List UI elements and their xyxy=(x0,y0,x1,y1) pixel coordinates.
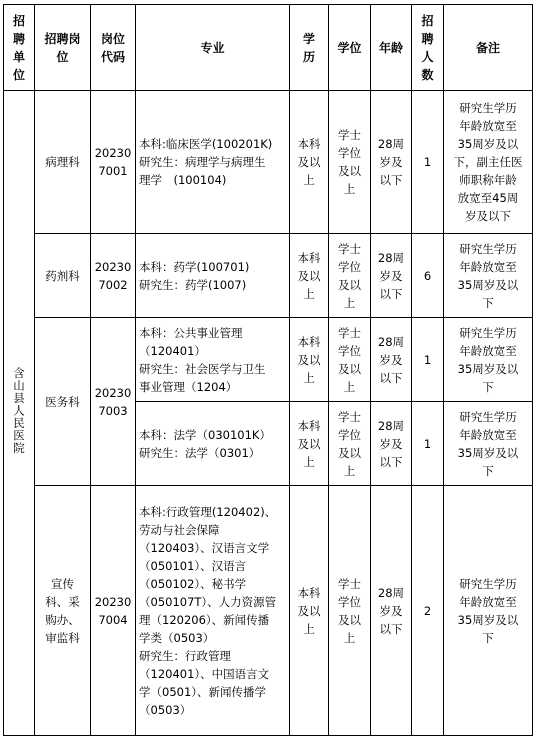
table-row xyxy=(4,486,533,736)
remark-cell: 研究生学历 年龄放宽至 35周岁及以 下 xyxy=(444,486,533,736)
unit-name: 含山县人民医院 xyxy=(12,366,26,455)
education-cell: 本科 及以 上 xyxy=(290,402,329,486)
post-cell: 病理科 xyxy=(35,91,91,234)
remark-cell: 研究生学历 年龄放宽至 35周岁及以 下 xyxy=(444,234,533,318)
table-row xyxy=(4,234,533,318)
age-cell: 28周 岁及 以下 xyxy=(371,318,412,402)
age-cell: 28周 岁及 以下 xyxy=(371,91,412,234)
header-post: 招聘岗 位 xyxy=(35,5,91,91)
recruitment-table-wrapper xyxy=(3,4,532,736)
code-cell: 20230 7004 xyxy=(91,486,136,736)
remark-cell: 研究生学历 年龄放宽至 35周岁及以 下 xyxy=(444,402,533,486)
post-cell: 医务科 xyxy=(35,318,91,486)
header-count: 招 聘 人 数 xyxy=(412,5,444,91)
header-row xyxy=(4,5,533,91)
degree-cell: 学士 学位 及以 上 xyxy=(329,234,371,318)
major-cell: 本科：公共事业管理 （120401） 研究生：社会医学与卫生 事业管理（1204） xyxy=(136,318,290,402)
header-major: 专业 xyxy=(136,5,290,91)
count-cell: 1 xyxy=(412,402,444,486)
remark-cell: 研究生学历 年龄放宽至 35周岁及以 下，副主任医 师职称年龄 放宽至45周 岁及以下 xyxy=(444,91,533,234)
recruitment-table xyxy=(3,4,533,736)
header-remark: 备注 xyxy=(444,5,533,91)
major-cell: 本科：药学(100701) 研究生：药学(1007) xyxy=(136,234,290,318)
post-cell: 药剂科 xyxy=(35,234,91,318)
degree-cell: 学士 学位 及以 上 xyxy=(329,402,371,486)
table-row xyxy=(4,318,533,402)
header-education: 学 历 xyxy=(290,5,329,91)
header-code: 岗位 代码 xyxy=(91,5,136,91)
code-cell: 20230 7002 xyxy=(91,234,136,318)
header-degree: 学位 xyxy=(329,5,371,91)
degree-cell: 学士 学位 及以 上 xyxy=(329,91,371,234)
code-cell: 20230 7001 xyxy=(91,91,136,234)
header-unit: 招 聘 单 位 xyxy=(4,5,35,91)
education-cell: 本科 及以 上 xyxy=(290,91,329,234)
remark-cell: 研究生学历 年龄放宽至 35周岁及以 下 xyxy=(444,318,533,402)
major-cell: 本科:行政管理(120402)、 劳动与社会保障 （120403）、汉语言文学 （050101）、汉语言 （050102）、秘书学 （050107T）、人力资源管 理（120206）、新闻传播 学类（0503） 研究生：行政管理 （120401）、中国语言文 学（0501）、新闻传播学 （0503） xyxy=(136,486,290,736)
education-cell: 本科 及以 上 xyxy=(290,318,329,402)
major-cell: 本科：法学（030101K） 研究生：法学（0301） xyxy=(136,402,290,486)
age-cell: 28周 岁及 以下 xyxy=(371,234,412,318)
post-cell: 宣传 科、采 购办、 审监科 xyxy=(35,486,91,736)
count-cell: 2 xyxy=(412,486,444,736)
education-cell: 本科 及以 上 xyxy=(290,234,329,318)
major-cell: 本科:临床医学(100201K) 研究生：病理学与病理生 理学 (100104) xyxy=(136,91,290,234)
degree-cell: 学士 学位 及以 上 xyxy=(329,318,371,402)
degree-cell: 学士 学位 及以 上 xyxy=(329,486,371,736)
unit-cell xyxy=(4,91,35,736)
count-cell: 1 xyxy=(412,318,444,402)
header-age: 年龄 xyxy=(371,5,412,91)
age-cell: 28周 岁及 以下 xyxy=(371,402,412,486)
count-cell: 1 xyxy=(412,91,444,234)
count-cell: 6 xyxy=(412,234,444,318)
code-cell: 20230 7003 xyxy=(91,318,136,486)
age-cell: 28周 岁及 以下 xyxy=(371,486,412,736)
education-cell: 本科 及以 上 xyxy=(290,486,329,736)
table-row xyxy=(4,91,533,234)
